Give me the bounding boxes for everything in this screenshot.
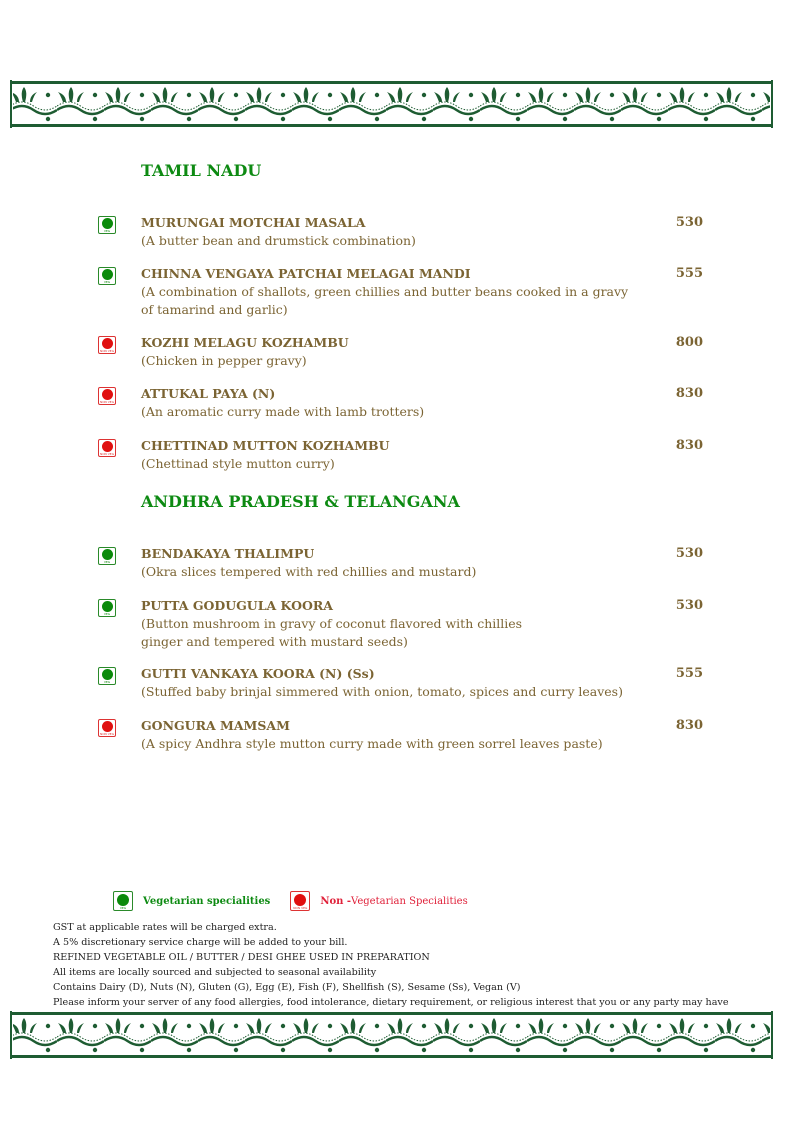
dish-price: 830 [675, 386, 703, 401]
dish-price: 555 [675, 266, 703, 281]
decorative-border-top [10, 80, 773, 128]
veg-icon: VEG [113, 891, 133, 911]
section-title: ANDHRA PRADESH & TELANGANA [141, 492, 460, 511]
dish-price: 530 [675, 598, 703, 613]
dish-name: ATTUKAL PAYA (N) [141, 386, 276, 401]
note-line: Contains Dairy (D), Nuts (N), Gluten (G), Egg (E), Fish (F), Shellfish (S), Sesame (Ss), Vegan (V) [53, 982, 521, 993]
dish-description: (Button mushroom in gravy of coconut flavored with chillies ginger and tempered with mustard seeds) [141, 616, 523, 649]
dish-description: (A spicy Andhra style mutton curry made with green sorrel leaves paste) [141, 736, 603, 751]
nonveg-icon: NON VEG [98, 336, 116, 354]
diet-legend [113, 891, 468, 911]
veg-icon: VEG [98, 599, 116, 617]
note-line: All items are locally sourced and subjected to seasonal availability [53, 967, 377, 978]
dish-price: 530 [675, 215, 703, 230]
decorative-border-bottom [10, 1011, 773, 1059]
veg-legend-label: Vegetarian specialities [143, 895, 271, 907]
dish-price: 830 [675, 438, 703, 453]
nonveg-legend-label: Non -Vegetarian Specialities [320, 895, 468, 907]
dish-name: GUTTI VANKAYA KOORA (N) (Ss) [141, 666, 375, 681]
veg-icon: VEG [98, 667, 116, 685]
dish-name: GONGURA MAMSAM [141, 718, 290, 733]
dish-name: CHETTINAD MUTTON KOZHAMBU [141, 438, 390, 453]
dish-price: 830 [675, 718, 703, 733]
dish-name: BENDAKAYA THALIMPU [141, 546, 315, 561]
note-line: A 5% discretionary service charge will be added to your bill. [53, 937, 348, 948]
dish-price: 530 [675, 546, 703, 561]
dish-description: (Okra slices tempered with red chillies and mustard) [141, 564, 477, 579]
note-line: Please inform your server of any food allergies, food intolerance, dietary requirement, or religious interest that you or any party may have [53, 997, 729, 1008]
dish-price: 555 [675, 666, 703, 681]
dish-description: (Chicken in pepper gravy) [141, 353, 307, 368]
veg-icon: VEG [98, 216, 116, 234]
menu-notes [53, 920, 729, 1010]
nonveg-icon: NON VEG [290, 891, 310, 911]
dish-name: PUTTA GODUGULA KOORA [141, 598, 333, 613]
nonveg-icon: NON VEG [98, 719, 116, 737]
dish-name: MURUNGAI MOTCHAI MASALA [141, 215, 366, 230]
dish-description: (An aromatic curry made with lamb trotters) [141, 404, 425, 419]
dish-name: KOZHI MELAGU KOZHAMBU [141, 335, 349, 350]
dish-description: (Stuffed baby brinjal simmered with onion, tomato, spices and curry leaves) [141, 684, 623, 699]
dish-description: (A butter bean and drumstick combination) [141, 233, 416, 248]
section-title: TAMIL NADU [141, 161, 262, 180]
nonveg-icon: NON VEG [98, 439, 116, 457]
dish-description: (Chettinad style mutton curry) [141, 456, 335, 471]
note-line: GST at applicable rates will be charged extra. [53, 922, 277, 933]
veg-icon: VEG [98, 267, 116, 285]
veg-icon: VEG [98, 547, 116, 565]
dish-name: CHINNA VENGAYA PATCHAI MELAGAI MANDI [141, 266, 471, 281]
dish-description: (A combination of shallots, green chillies and butter beans cooked in a gravy of tamarind and garlic) [141, 284, 629, 317]
dish-price: 800 [675, 335, 703, 350]
nonveg-icon: NON VEG [98, 387, 116, 405]
note-line: REFINED VEGETABLE OIL / BUTTER / DESI GHEE USED IN PREPARATION [53, 952, 430, 963]
